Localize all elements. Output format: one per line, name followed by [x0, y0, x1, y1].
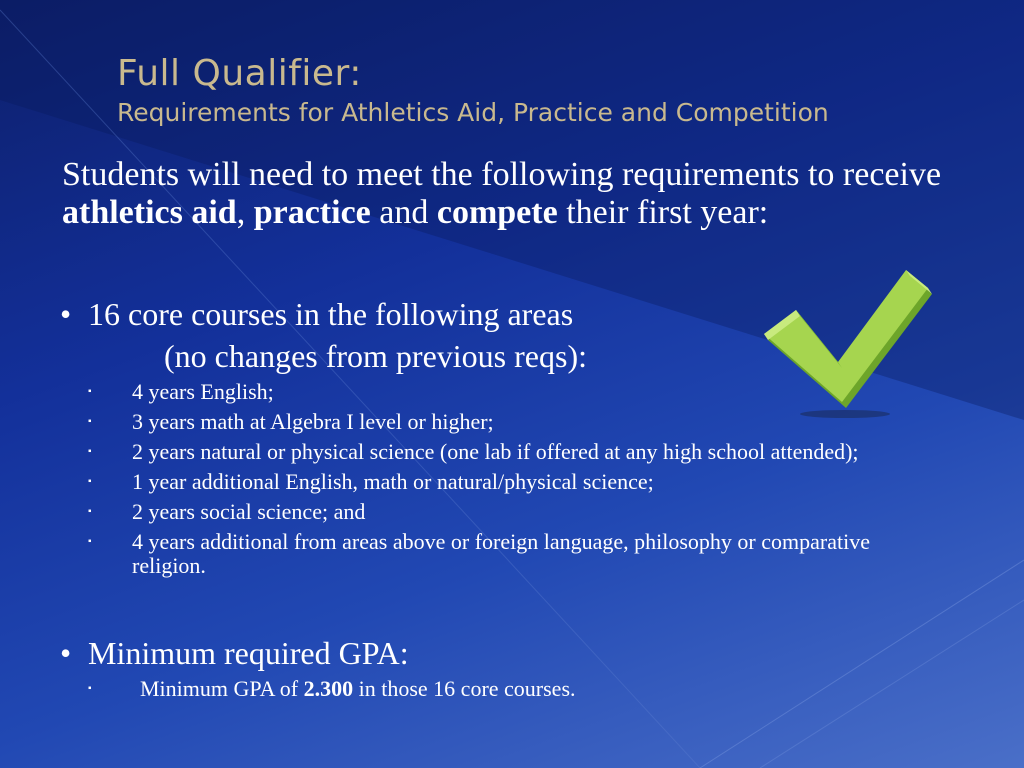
- square-bullet-icon: ▪: [88, 446, 92, 457]
- intro-bold-aid: athletics aid: [62, 194, 237, 231]
- gpa-item-suffix: in those 16 core courses.: [353, 676, 576, 701]
- slide-title: Full Qualifier:: [117, 53, 362, 94]
- square-bullet-icon: ▪: [88, 536, 92, 547]
- gpa-heading: Minimum required GPA:: [88, 635, 409, 671]
- intro-paragraph: [62, 156, 962, 232]
- list-item: ▪ 2 years natural or physical science (one lab if offered at any high school attended);: [88, 439, 859, 464]
- gpa-list: [88, 677, 888, 707]
- core-courses-line1: 16 core courses in the following areas: [88, 296, 574, 332]
- bullet-dot: •: [60, 296, 72, 332]
- square-bullet-icon: ▪: [88, 683, 92, 694]
- list-item: ▪ 1 year additional English, math or natural/physical science;: [88, 469, 654, 494]
- square-bullet-icon: ▪: [88, 416, 92, 427]
- checkmark-icon: [760, 268, 940, 428]
- square-bullet-icon: ▪: [88, 476, 92, 487]
- gpa-item-prefix: Minimum GPA of: [140, 676, 304, 701]
- intro-bold-compete: compete: [436, 194, 558, 231]
- title-block: [117, 52, 997, 130]
- intro-text: Students will need to meet the following requirements to receive: [62, 156, 942, 193]
- list-item: ▪ 3 years math at Algebra I level or higher;: [88, 409, 494, 434]
- list-item: ▪ 4 years English;: [88, 379, 274, 404]
- slide-subtitle: Requirements for Athletics Aid, Practice and Competition: [117, 98, 829, 127]
- gpa-bullet: [60, 632, 409, 674]
- intro-mid: and: [370, 194, 437, 231]
- list-item: [88, 677, 888, 701]
- list-item: ▪ 4 years additional from areas above or foreign language, philosophy or comparative religion.: [88, 529, 870, 578]
- intro-bold-practice: practice: [253, 194, 371, 231]
- list-item: ▪ 2 years social science; and: [88, 499, 366, 524]
- gpa-value: 2.300: [303, 676, 354, 701]
- intro-sep: ,: [236, 194, 254, 231]
- intro-end: their first year:: [557, 194, 769, 231]
- square-bullet-icon: ▪: [88, 506, 92, 517]
- square-bullet-icon: ▪: [88, 386, 92, 397]
- bullet-dot: •: [60, 635, 72, 671]
- core-courses-bullet: [60, 293, 587, 377]
- core-courses-line2: (no changes from previous reqs):: [164, 338, 587, 374]
